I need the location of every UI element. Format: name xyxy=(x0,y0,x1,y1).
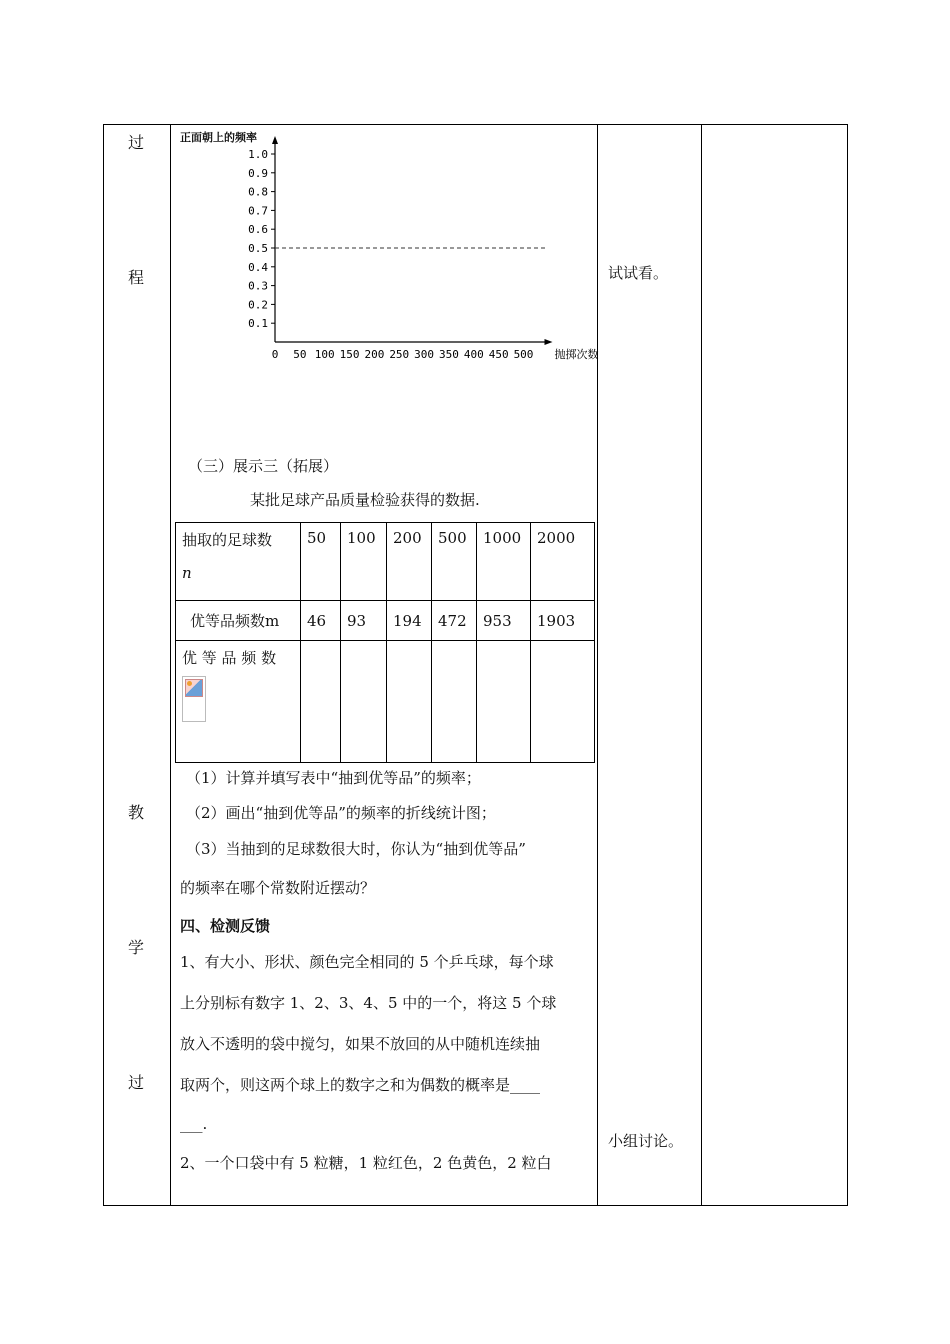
question-3-cont: 的频率在哪个常数附近摆动？ xyxy=(180,879,376,897)
y-tick-label: 0.4 xyxy=(248,260,268,274)
x-tick-label: 500 xyxy=(513,348,534,361)
x-tick-label: 0 xyxy=(271,348,279,361)
x-tick-label: 150 xyxy=(339,348,360,361)
problem-1-line: 上分别标有数字 1、2、3、4、5 中的一个，将这 5 个球 xyxy=(180,994,557,1012)
table-cell: 2000 xyxy=(531,523,595,601)
x-tick-label: 400 xyxy=(463,348,484,361)
y-tick-label: 0.6 xyxy=(248,223,268,237)
table-cell xyxy=(176,641,301,763)
table-cell xyxy=(477,641,531,763)
table-cell: 1903 xyxy=(531,601,595,641)
table-cell xyxy=(301,641,341,763)
x-tick-label: 300 xyxy=(414,348,435,361)
question-2: （2）画出“抽到优等品”的频率的折线统计图； xyxy=(186,804,496,822)
x-tick-label: 100 xyxy=(314,348,335,361)
side-label: 过 xyxy=(127,1073,144,1092)
frequency-chart xyxy=(170,120,600,370)
table-cell: 472 xyxy=(432,601,477,641)
section-3-title: （三）展示三（拓展） xyxy=(188,457,339,475)
problem-1-line: 取两个，则这两个球上的数字之和为偶数的概率是____ xyxy=(180,1076,541,1094)
table-cell: 194 xyxy=(387,601,432,641)
question-3: （3）当抽到的足球数很大时，你认为“抽到优等品” xyxy=(186,840,526,858)
table-cell: 1000 xyxy=(477,523,531,601)
side-label: 教 xyxy=(127,803,144,822)
chart-y-axis-label: 正面朝上的频率 xyxy=(180,131,257,144)
row-label: 抽取的足球数 xyxy=(182,531,273,549)
y-tick-label: 0.5 xyxy=(248,242,268,255)
side-label: 程 xyxy=(127,268,144,287)
table-cell: 500 xyxy=(432,523,477,601)
y-tick-label: 0.7 xyxy=(248,204,268,218)
y-tick-label: 0.1 xyxy=(248,317,268,331)
problem-1-line: ___. xyxy=(180,1115,208,1133)
table-cell: 100 xyxy=(341,523,387,601)
x-tick-label: 250 xyxy=(389,348,410,361)
y-tick-label: 0.8 xyxy=(248,185,268,199)
x-axis-arrow xyxy=(545,339,553,345)
side-label: 学 xyxy=(127,938,144,957)
y-tick-label: 0.2 xyxy=(248,298,268,312)
table-cell: 46 xyxy=(301,601,341,641)
table-cell: 200 xyxy=(387,523,432,601)
activity-try: 试试看。 xyxy=(608,264,669,282)
y-axis-arrow xyxy=(272,136,278,144)
problem-1-line: 放入不透明的袋中搅匀，如果不放回的从中随机连续抽 xyxy=(180,1035,541,1053)
row-label: 优 等 品 频 数 xyxy=(182,649,277,667)
table-row xyxy=(176,523,595,601)
section-3-intro: 某批足球产品质量检验获得的数据. xyxy=(250,491,480,509)
table-cell xyxy=(432,641,477,763)
table-cell: 50 xyxy=(301,523,341,601)
problem-1-line: 1、有大小、形状、颜色完全相同的 5 个乒乓球，每个球 xyxy=(180,953,554,971)
y-tick-label: 0.9 xyxy=(248,166,268,180)
table-cell: 优等品频数m xyxy=(176,601,301,641)
section-4-title: 四、检测反馈 xyxy=(180,917,271,935)
column-divider xyxy=(701,125,702,1205)
activity-discuss: 小组讨论。 xyxy=(608,1132,684,1150)
broken-image-icon xyxy=(182,676,206,722)
problem-2-line: 2、一个口袋中有 5 粒糖，1 粒红色，2 色黄色，2 粒白 xyxy=(180,1154,552,1172)
question-1: （1）计算并填写表中“抽到优等品”的频率； xyxy=(186,769,481,787)
table-cell: 93 xyxy=(341,601,387,641)
x-tick-label: 450 xyxy=(488,348,509,361)
table-cell: 953 xyxy=(477,601,531,641)
x-tick-label: 350 xyxy=(439,348,459,361)
x-axis-label: 抛掷次数 xyxy=(554,348,599,361)
football-quality-table xyxy=(175,522,595,763)
table-row xyxy=(176,601,595,641)
side-label: 过 xyxy=(127,133,144,152)
y-tick-label: 1.0 xyxy=(248,148,268,161)
table-cell xyxy=(531,641,595,763)
table-cell xyxy=(387,641,432,763)
row-label-var: n xyxy=(182,564,192,582)
table-cell xyxy=(341,641,387,763)
table-row xyxy=(176,641,595,763)
table-cell xyxy=(176,523,301,601)
x-tick-label: 200 xyxy=(364,348,385,361)
x-tick-label: 50 xyxy=(293,348,307,361)
y-tick-label: 0.3 xyxy=(248,279,268,293)
